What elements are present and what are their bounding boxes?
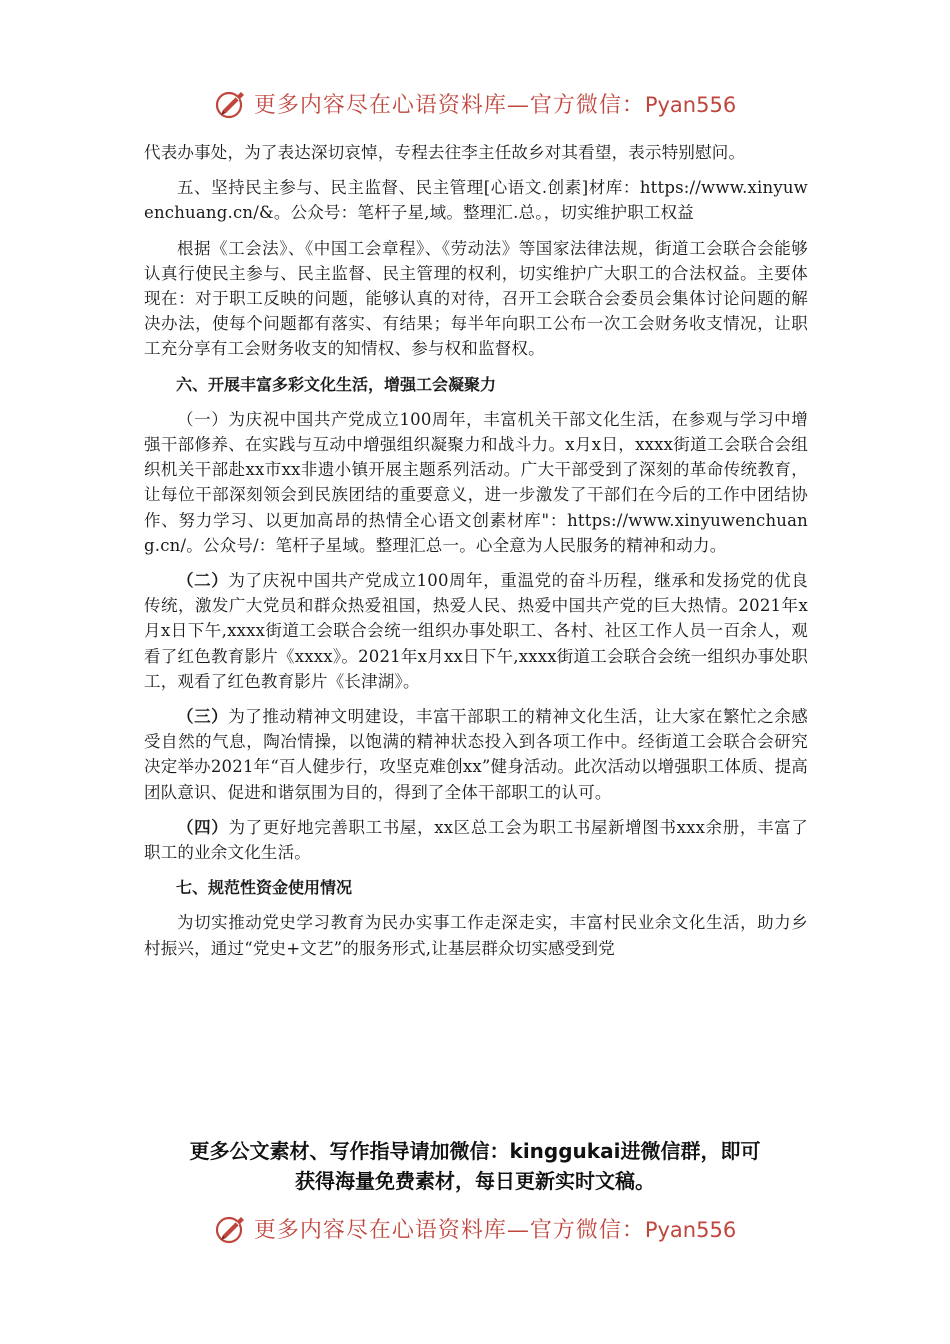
item-2-body: 为了庆祝中国共产党成立100周年，重温党的奋斗历程，继承和发扬党的优良传统，激发广大党员和群众热爱祖国，热爱人民、热爱中国共产党的巨大热情。2021年x月x日下午,xxxx街道工会联合会统一组织办事处职工、各村、社区工作人员一百余人，观看了红色教育影片《xxxx》。2021年x月xx日下午,xxxx街道工会联合会统一组织办事处职工，观看了红色教育影片《长津湖》。: [144, 571, 808, 691]
item-1-body: 为庆祝中国共产党成立100周年，丰富机关干部文化生活，在参观与学习中增强干部修养、在实践与互动中增强组织凝聚力和战斗力。x月x日，xxxx街道工会联合会组织机关干部赴xx市xx非遗小镇开展主题系列活动。广大干部受到了深刻的革命传统教育，让每位干部深刻领会到民族团结的重要意义，进一步激发了干部们在今后的工作中团结协作、努力学习、以更加高昂的热情全心语文创素材库"：https://www.xinyuwenchuang.cn/。公众号/：笔杆子星域。整理汇总一。心全意为人民服务的精神和动力。: [144, 409, 808, 555]
promo-line-2: 获得海量免费素材，每日更新实时文稿。: [295, 1169, 655, 1193]
wechat-id: Pyan556: [644, 92, 737, 117]
footer-watermark-banner: [0, 1203, 950, 1253]
pen-quill-logo-icon: [214, 1211, 248, 1245]
promo-notice: [0, 1136, 950, 1196]
document-body: [144, 140, 808, 971]
section-6-item-1: [144, 407, 808, 558]
paragraph-continuation: 代表办事处，为了表达深切哀悼，专程去往李主任故乡对其看望，表示特别慰问。: [144, 143, 746, 162]
item-4-body: 为了更好地完善职工书屋，xx区总工会为职工书屋新增图书xxx余册，丰富了职工的业余文化生活。: [144, 817, 808, 863]
section-5-title: 五、坚持民主参与、民主监督、民主管理[心语文.创素]材库：https://www.xinyuwenchuang.cn/&。公众号：笔杆子星,域。整理汇.总。，切实维护职工权益: [144, 178, 808, 223]
pen-quill-logo-icon: [214, 86, 248, 120]
item-3-lead: （三）: [177, 707, 229, 727]
watermark-text: 更多内容尽在心语资料库—官方微信：Pyan556: [253, 1217, 737, 1243]
section-5-body: 根据《工会法》、《中国工会章程》、《劳动法》等国家法律法规，街道工会联合会能够认真行使民主参与、民主监督、民主管理的权利，切实维护广大职工的合法权益。主要体现在：对于职工反映的问题，能够认真的对待，召开工会联合会委员会集体讨论问题的解决办法，使每个问题都有落实、有结果；每半年向职工公布一次工会财务收支情况，让职工充分享有工会财务收支的知情权、参与权和监督权。: [144, 238, 808, 359]
item-1-lead: （一）: [177, 409, 229, 429]
item-3-body: 为了推动精神文明建设，丰富干部职工的精神文化生活，让大家在繁忙之余感受自然的气息，陶冶情操，以饱满的精神状态投入到各项工作中。经街道工会联合会研究决定举办2021年“百人健步行，攻坚克难创xx”健身活动。此次活动以增强职工体质、提高团队意识、促进和谐氛围为目的，得到了全体干部职工的认可。: [144, 707, 808, 802]
watermark-text: 更多内容尽在心语资料库—官方微信：Pyan556: [253, 92, 737, 118]
header-watermark-banner: [0, 78, 950, 128]
section-6-item-3: [144, 704, 808, 805]
item-4-lead: （四）: [177, 817, 229, 837]
section-6-item-2: [144, 568, 808, 694]
section-7-heading: 七、规范性资金使用情况: [176, 878, 353, 898]
wechat-id: Pyan556: [644, 1217, 737, 1242]
item-2-lead: （二）: [177, 571, 229, 591]
section-6-item-4: [144, 815, 808, 865]
section-6-heading: 六、开展丰富多彩文化生活，增强工会凝聚力: [176, 374, 497, 394]
section-7-body: 为切实推动党史学习教育为民办实事工作走深走实，丰富村民业余文化生活，助力乡村振兴，通过“党史+文艺”的服务形式,让基层群众切实感受到党: [144, 913, 808, 958]
promo-line-1: 更多公文素材、写作指导请加微信：kinggukai进微信群，即可: [189, 1139, 761, 1163]
